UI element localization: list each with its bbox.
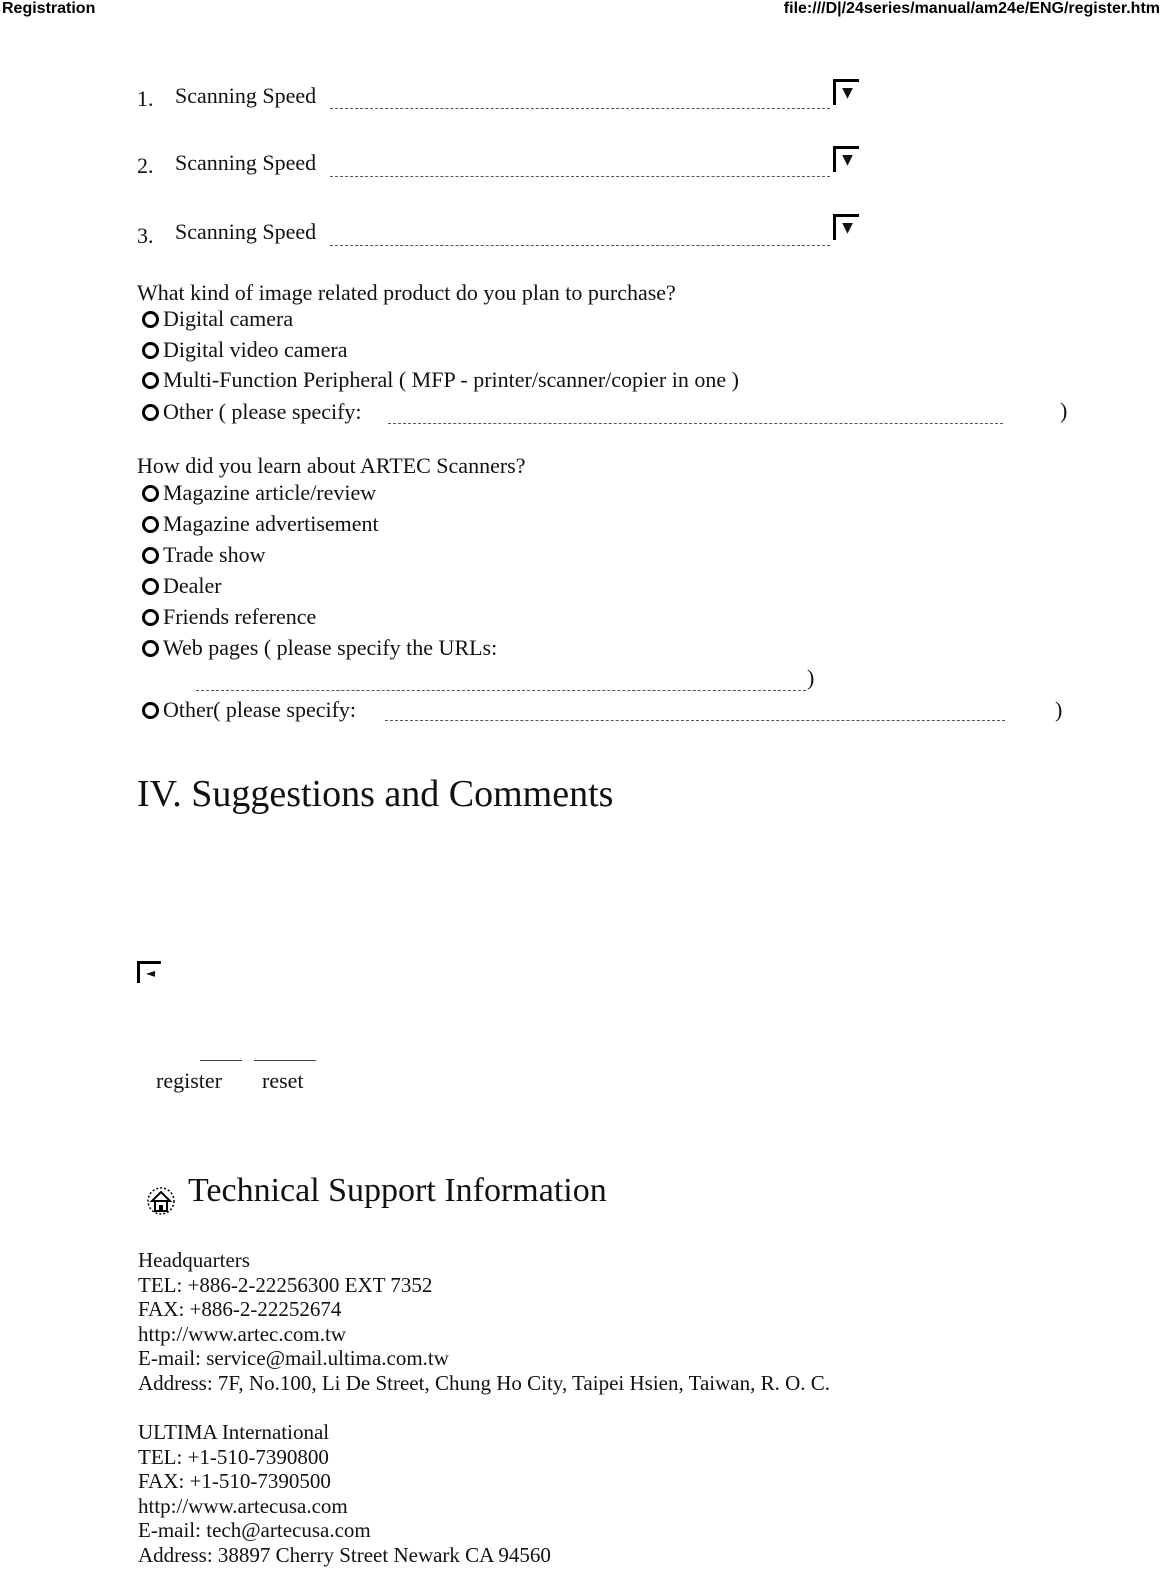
speed-dropdown-icon[interactable]: ▼ <box>833 79 859 105</box>
radio-icon[interactable] <box>142 311 159 328</box>
purchase-question: What kind of image related product do you plan to purchase? <box>137 280 676 305</box>
option-label: Trade show <box>163 542 266 567</box>
option-label: Dealer <box>163 573 222 598</box>
close-paren: ) <box>807 665 815 690</box>
home-icon[interactable] <box>146 1186 176 1216</box>
option-label: Magazine advertisement <box>163 511 379 536</box>
suggestions-heading: IV. Suggestions and Comments <box>137 773 614 815</box>
speed-number: 1. <box>137 86 154 111</box>
hq-name: Headquarters <box>138 1248 250 1272</box>
learn-option-web[interactable] <box>142 635 497 661</box>
radio-icon[interactable] <box>142 609 159 626</box>
speed-input-line[interactable] <box>330 245 830 246</box>
radio-icon[interactable] <box>142 485 159 502</box>
url-input[interactable] <box>196 690 806 691</box>
speed-input-line[interactable] <box>330 176 830 177</box>
learn-option[interactable] <box>142 542 265 568</box>
speed-dropdown-icon[interactable]: ▼ <box>833 146 859 172</box>
intl-website-link[interactable]: http://www.artecusa.com <box>138 1493 348 1518</box>
radio-icon[interactable] <box>142 404 159 421</box>
speed-label: Scanning Speed <box>175 83 317 108</box>
comment-box-icon[interactable]: ◄ <box>137 961 161 983</box>
option-label: Digital camera <box>163 306 294 331</box>
speed-input-line[interactable] <box>330 108 830 109</box>
button-border <box>254 1060 316 1062</box>
intl-fax: FAX: +1-510-7390500 <box>138 1469 331 1493</box>
learn-option-other[interactable] <box>142 697 356 723</box>
register-button[interactable]: register <box>156 1068 222 1093</box>
support-heading: Technical Support Information <box>188 1172 607 1209</box>
hq-info <box>138 1248 830 1395</box>
page-url: file:///D|/24series/manual/am24e/ENG/register.htm <box>783 0 1160 17</box>
page-title: Registration <box>2 0 96 17</box>
learn-option[interactable] <box>142 604 316 630</box>
intl-name: ULTIMA International <box>138 1420 330 1444</box>
option-label: Other ( please specify: <box>163 399 362 424</box>
learn-option[interactable] <box>142 480 376 506</box>
intl-tel: TEL: +1-510-7390800 <box>138 1444 329 1469</box>
intl-email[interactable]: E-mail: tech@artecusa.com <box>138 1518 371 1542</box>
speed-label: Scanning Speed <box>175 150 317 175</box>
hq-tel: TEL: +886-2-22256300 EXT 7352 <box>138 1272 433 1297</box>
hq-fax: FAX: +886-2-22252674 <box>138 1297 342 1321</box>
other-purchase-input[interactable] <box>388 423 1003 424</box>
other-learn-input[interactable] <box>385 720 1005 721</box>
radio-icon[interactable] <box>142 578 159 595</box>
hq-website-link[interactable]: http://www.artec.com.tw <box>138 1321 347 1346</box>
option-label: Web pages ( please specify the URLs: <box>163 635 498 660</box>
radio-icon[interactable] <box>142 342 159 359</box>
purchase-option-other[interactable] <box>142 399 362 425</box>
speed-dropdown-icon[interactable]: ▼ <box>833 214 859 240</box>
option-label: Friends reference <box>163 604 317 629</box>
purchase-option[interactable] <box>142 306 293 332</box>
speed-number: 3. <box>137 223 154 248</box>
intl-info <box>138 1420 551 1567</box>
radio-icon[interactable] <box>142 547 159 564</box>
purchase-option[interactable] <box>142 367 739 393</box>
hq-email[interactable]: E-mail: service@mail.ultima.com.tw <box>138 1346 449 1370</box>
radio-icon[interactable] <box>142 372 159 389</box>
purchase-option[interactable] <box>142 337 347 363</box>
close-paren: ) <box>1055 697 1063 722</box>
option-label: Magazine article/review <box>163 480 377 505</box>
radio-icon[interactable] <box>142 640 159 657</box>
reset-button[interactable]: reset <box>262 1068 304 1093</box>
speed-number: 2. <box>137 153 154 178</box>
button-border <box>200 1060 242 1062</box>
close-paren: ) <box>1060 398 1068 423</box>
option-label: Digital video camera <box>163 337 348 362</box>
radio-icon[interactable] <box>142 702 159 719</box>
learn-question: How did you learn about ARTEC Scanners? <box>137 453 526 478</box>
learn-option[interactable] <box>142 511 379 537</box>
speed-label: Scanning Speed <box>175 219 317 244</box>
hq-address: Address: 7F, No.100, Li De Street, Chung Ho City, Taipei Hsien, Taiwan, R. O. C. <box>138 1370 831 1395</box>
option-label: Other( please specify: <box>163 697 357 722</box>
intl-address: Address: 38897 Cherry Street Newark CA 94560 <box>138 1542 551 1567</box>
option-label: Multi-Function Peripheral ( MFP - printer/scanner/copier in one ) <box>163 367 739 392</box>
radio-icon[interactable] <box>142 516 159 533</box>
learn-option[interactable] <box>142 573 222 599</box>
